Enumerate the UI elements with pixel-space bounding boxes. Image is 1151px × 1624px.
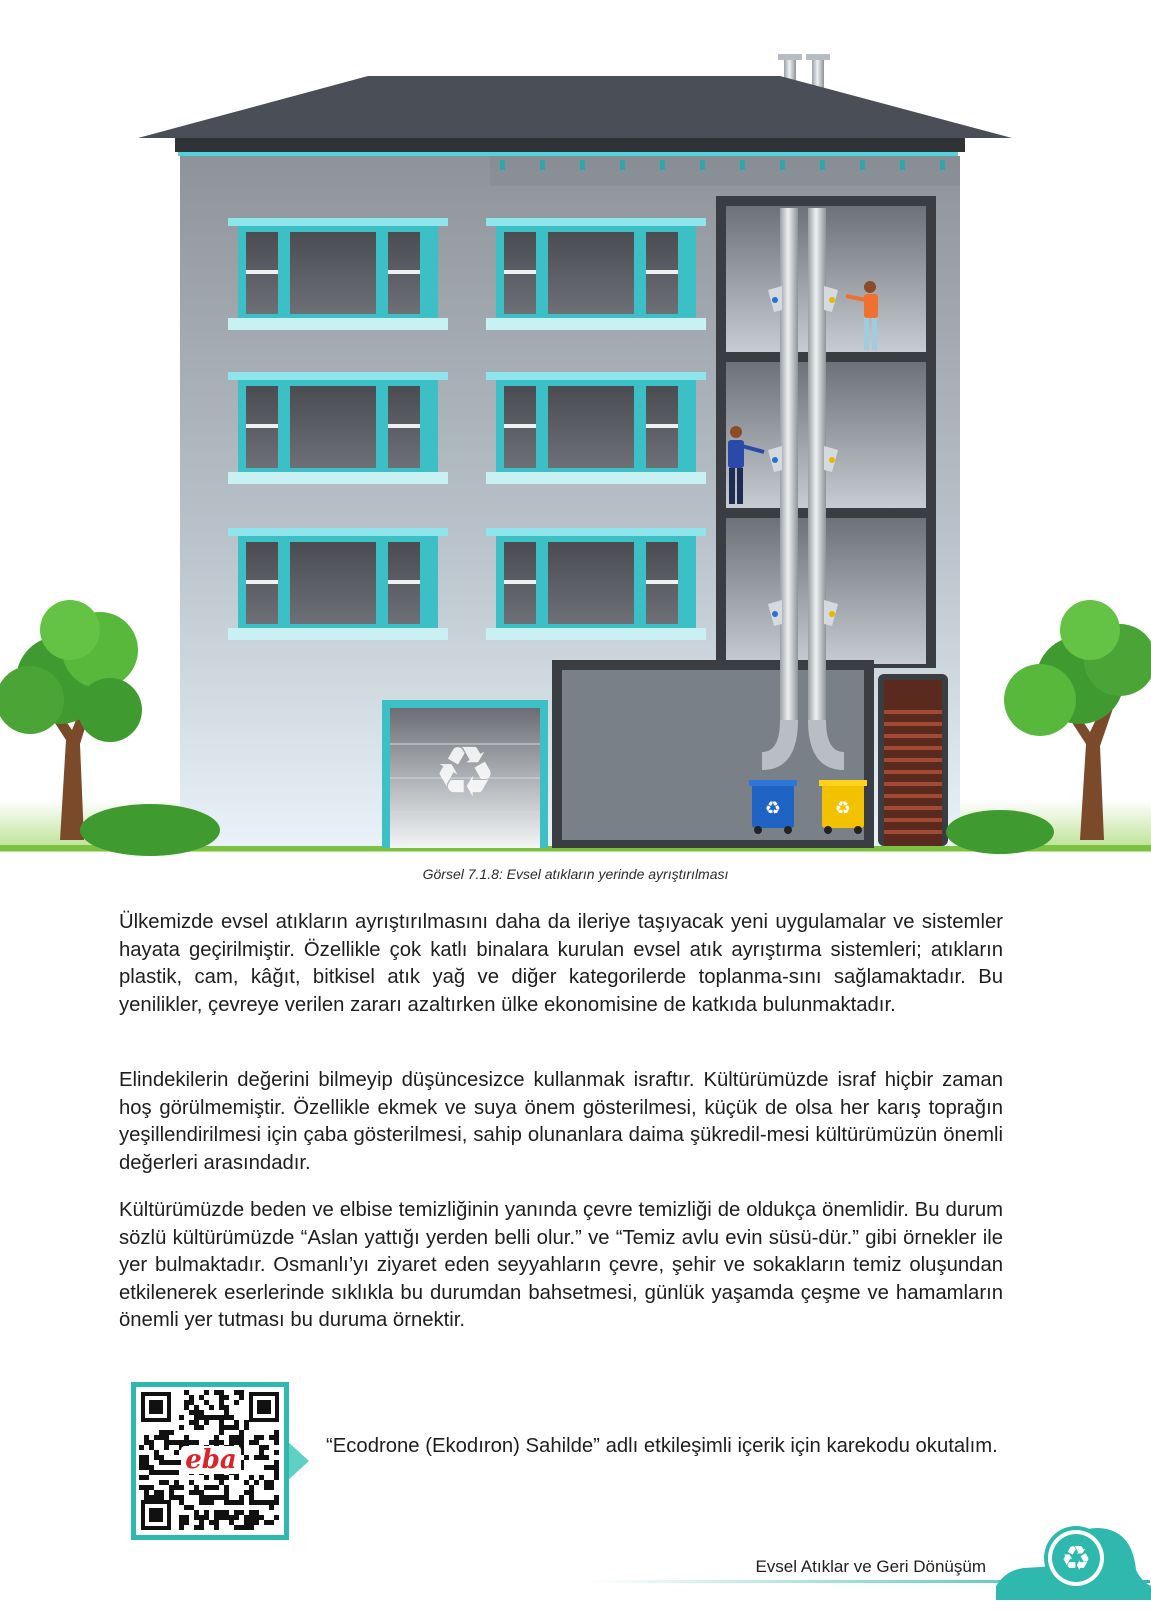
svg-text:♻: ♻: [834, 798, 852, 819]
paragraph-2: Elindekilerin değerini bilmeyip düşüncesizce kullanmak israftır. Kültürümüzde israf hiçbir zaman hoş görülmemiştir. Özellikle ekmek ve suya önem gösterilmesi, küçük de olsa her karış toprağın yeşillendirilmesi için çaba gösterilmesi, sahip olunanlara daima şükredil-mesi kültürümüzün önemli değerleri arasındadır.: [119, 1069, 1003, 1174]
paragraph-1: Ülkemizde evsel atıkların ayrıştırılmasını daha da ileriye taşıyacak yeni uygulamalar ve sistemler hayata geçirilmiştir. Özellikle çok katlı binalara kurulan evsel atık ayrıştırma sistemleri; atıkların plastik, cam, kâğıt, bitkisel atık yağ ve diğer kategorilerde toplanma-sını sağlamaktadır. Bu yenilikler, çevreye verilen zararı azaltırken ülke ekonomisine de katkıda bulunmaktadır.: [119, 911, 1003, 1016]
figure-caption: Görsel 7.1.8: Evsel atıkların yerinde ayrıştırılması: [422, 866, 729, 882]
svg-text:♻: ♻: [433, 731, 497, 813]
footer-title: Evsel Atıklar ve Geri Dönüşüm: [755, 1557, 986, 1576]
paragraph-3: Kültürümüzde beden ve elbise temizliğinin yanında çevre temizliği de oldukça önemlidir. Bu durum sözlü kültürümüzde “Aslan yattığı yerden belli olur.” ve “Temiz avlu evin süsü-dür.” gibi örnekler ile yer bulmaktadır. Osmanlı’yı ziyaret eden seyyahların çevre, şehir ve sokakların temiz oluşundan etkilenerek eserlerinde sıklıkla bu durumdan bahsetmesi, günlük yaşamda çeşme ve hamamların önemli yer tutması bu duruma örnektir.: [119, 1199, 1003, 1331]
qr-instruction: “Ecodrone (Ekodıron) Sahilde” adlı etkileşimli içerik için karekodu okutalım.: [326, 1435, 998, 1457]
page-number: 143: [1010, 1550, 1044, 1572]
qr-code[interactable]: [131, 1382, 309, 1540]
eba-logo: eba: [185, 1445, 237, 1475]
svg-text:♻: ♻: [1060, 1539, 1092, 1579]
svg-text:♻: ♻: [764, 798, 782, 819]
